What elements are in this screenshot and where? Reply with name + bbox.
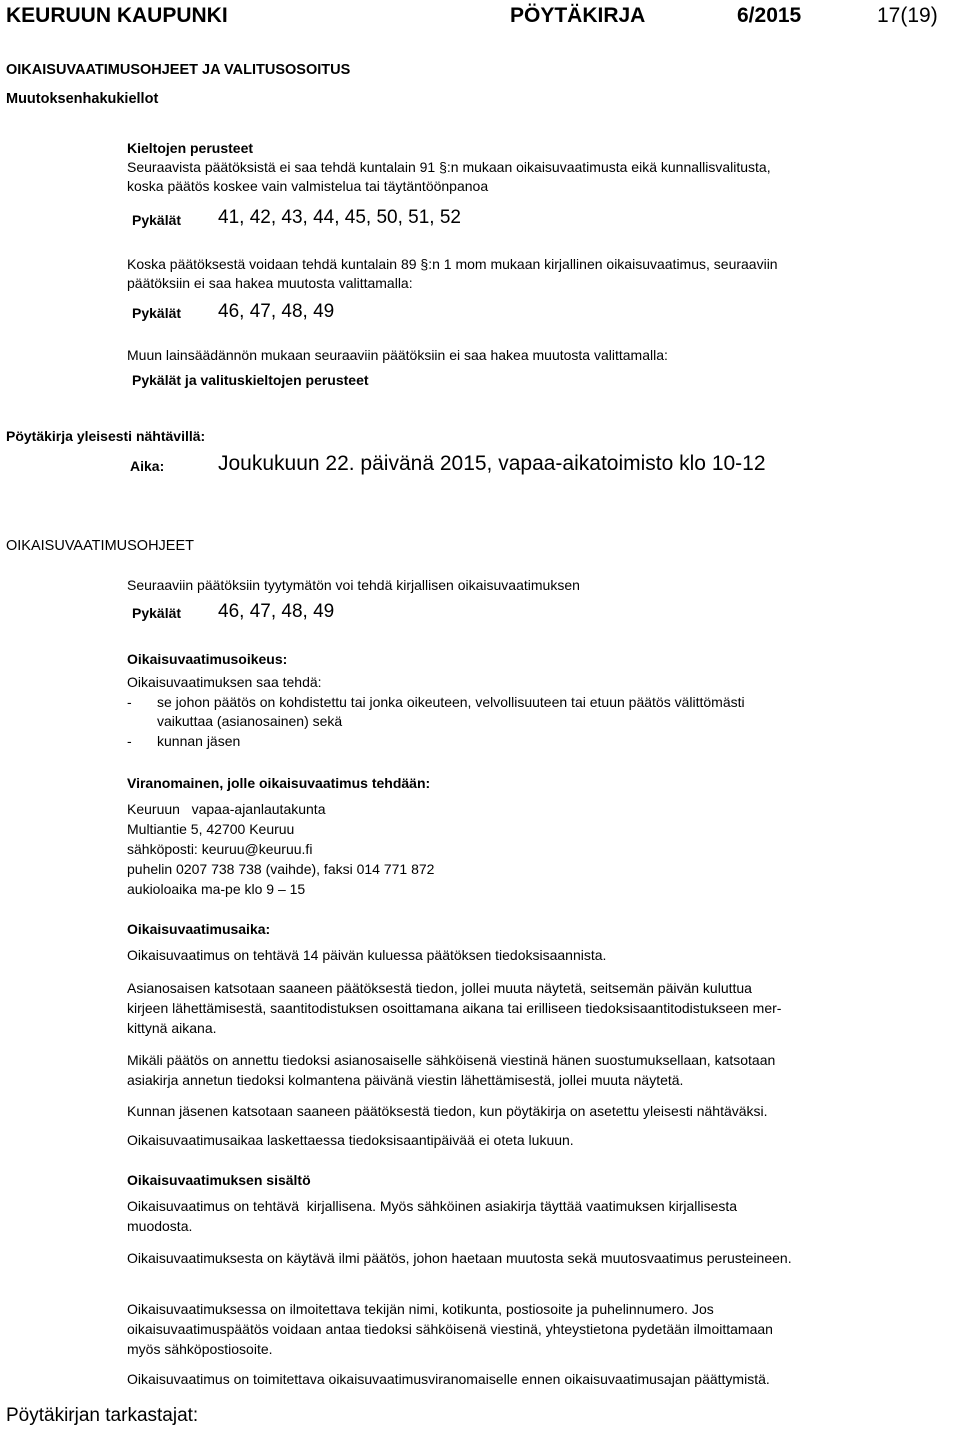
authority-line: puhelin 0207 738 738 (vaihde), faksi 014 771 872 [127, 861, 435, 877]
block-kieltojen-perusteet [127, 139, 957, 196]
para2-line: asiakirja annetun tiedoksi kolmantena päivänä viestin lähettämisestä, jollei muuta näytetä. [127, 1072, 684, 1088]
time-value: Joukukuun 22. päivänä 2015, vapaa-aikatoimisto klo 10-12 [218, 452, 766, 475]
bullet-line1: se johon päätös on kohdistettu tai jonka oikeuteen, velvollisuuteen tai etuun päätös välittömästi [157, 694, 745, 710]
section2-intro: Seuraaviin päätöksiin tyytymätön voi tehdä kirjallisen oikaisuvaatimuksen [127, 577, 580, 593]
bullet-dash: - [127, 694, 132, 710]
content1-line: muodosta. [127, 1218, 193, 1234]
page-number: 17(19) [877, 4, 938, 27]
para1-line: Asianosaisen katsotaan saaneen päätöksestä tiedon, jollei muuta näytetä, seitsemän päivän kuluttua [127, 980, 752, 996]
content2: Oikaisuvaatimuksesta on käytävä ilmi päätös, johon haetaan muutosta sekä muutosvaatimus perusteineen. [127, 1250, 792, 1266]
section1-title: OIKAISUVAATIMUSOHJEET JA VALITUSOSOITUS [6, 62, 351, 78]
para2 [127, 1050, 957, 1090]
authority-address [127, 799, 727, 899]
time-text: Oikaisuvaatimus on tehtävä 14 päivän kuluessa päätöksen tiedoksisaannista. [127, 947, 607, 963]
content-heading: Oikaisuvaatimuksen sisältö [127, 1172, 311, 1188]
content1 [127, 1196, 957, 1236]
authority-heading: Viranomainen, jolle oikaisuvaatimus tehdään: [127, 775, 431, 791]
authority-line: sähköposti: keuruu@keuruu.fi [127, 841, 313, 857]
block-kirjallinen [127, 255, 957, 293]
time-heading: Oikaisuvaatimusaika: [127, 921, 271, 937]
bullet-list [127, 692, 957, 751]
right-heading: Oikaisuvaatimusoikeus: [127, 651, 288, 667]
content3-line: Oikaisuvaatimuksessa on ilmoitettava tekijän nimi, kotikunta, postiosoite ja puhelinnumero. Jos [127, 1301, 714, 1317]
block3-label: Pykälät ja valituskieltojen perusteet [132, 372, 369, 388]
content4: Oikaisuvaatimus on toimitettava oikaisuvaatimusviranomaiselle ennen oikaisuvaatimusajan päättymistä. [127, 1371, 770, 1387]
content3-line: oikaisuvaatimuspäätös voidaan antaa tiedoksi sähköisenä viestinä, yhteystietona pydetään ilmoittamaan [127, 1321, 773, 1337]
bullet-item [127, 692, 957, 731]
block2-value: 46, 47, 48, 49 [218, 301, 335, 322]
para1-line: kirjeen lähettämisestä, saantitodistuksen osoittamana aikana tai erilliseen tiedoksisaantitodistukseen mer- [127, 1000, 782, 1016]
block1-value: 41, 42, 43, 44, 45, 50, 51, 52 [218, 207, 461, 228]
org-name: KEURUUN KAUPUNKI [6, 4, 228, 27]
bullet-text [157, 692, 745, 731]
bullet-text: kunnan jäsen [157, 733, 241, 749]
checkers-label: Pöytäkirjan tarkastajat: [6, 1405, 199, 1426]
bullet-item [127, 731, 957, 751]
content3-line: myös sähköpostiosoite. [127, 1341, 273, 1357]
block1-label: Pykälät [132, 212, 182, 228]
block2-text2: päätöksiin ei saa hakea muutosta valittamalla: [127, 275, 413, 291]
right-intro: Oikaisuvaatimuksen saa tehdä: [127, 674, 322, 690]
block1-text2: koska päätös koskee vain valmistelua tai täytäntöönpanoa [127, 178, 489, 194]
block3-text: Muun lainsäädännön mukaan seuraaviin päätöksiin ei saa hakea muutosta valittamalla: [127, 347, 668, 363]
block1-text1: Seuraavista päätöksistä ei saa tehdä kuntalain 91 §:n mukaan oikaisuvaatimusta eikä kunnallisvalitusta, [127, 159, 771, 175]
doc-type: PÖYTÄKIRJA [510, 4, 646, 27]
block2-label: Pykälät [132, 305, 182, 321]
doc-number: 6/2015 [737, 4, 802, 27]
authority-line: aukioloaika ma-pe klo 9 – 15 [127, 881, 306, 897]
section1-subtitle: Muutoksenhakukiellot [6, 91, 159, 107]
section2-label: Pykälät [132, 605, 182, 621]
para4: Oikaisuvaatimusaikaa laskettaessa tiedoksisaantipäivää ei oteta lukuun. [127, 1132, 574, 1148]
para2-line: Mikäli päätös on annettu tiedoksi asianosaiselle sähköisenä viestinä hänen suostumuksellaan, katsotaan [127, 1052, 776, 1068]
bullet-line2: vaikuttaa (asianosainen) sekä [157, 713, 343, 729]
time-label: Aika: [130, 458, 165, 474]
block2-text1: Koska päätöksestä voidaan tehdä kuntalain 89 §:n 1 mom mukaan kirjallinen oikaisuvaatimus, seuraaviin [127, 256, 778, 272]
bullet-dash: - [127, 733, 132, 749]
block1-heading: Kieltojen perusteet [127, 140, 254, 156]
section2-title: OIKAISUVAATIMUSOHJEET [6, 538, 194, 554]
para1 [127, 978, 957, 1038]
authority-line: Keuruun vapaa-ajanlautakunta [127, 801, 326, 817]
public-label: Pöytäkirja yleisesti nähtävillä: [6, 428, 206, 444]
authority-line: Multiantie 5, 42700 Keuruu [127, 821, 295, 837]
para3: Kunnan jäsenen katsotaan saaneen päätöksestä tiedon, kun pöytäkirja on asetettu yleisesti nähtäväksi. [127, 1103, 768, 1119]
section2-value: 46, 47, 48, 49 [218, 601, 335, 622]
content3 [127, 1299, 957, 1359]
content1-line: Oikaisuvaatimus on tehtävä kirjallisena. Myös sähköinen asiakirja täyttää vaatimuksen kirjallisesta [127, 1198, 738, 1214]
para1-line: kittynä aikana. [127, 1020, 217, 1036]
